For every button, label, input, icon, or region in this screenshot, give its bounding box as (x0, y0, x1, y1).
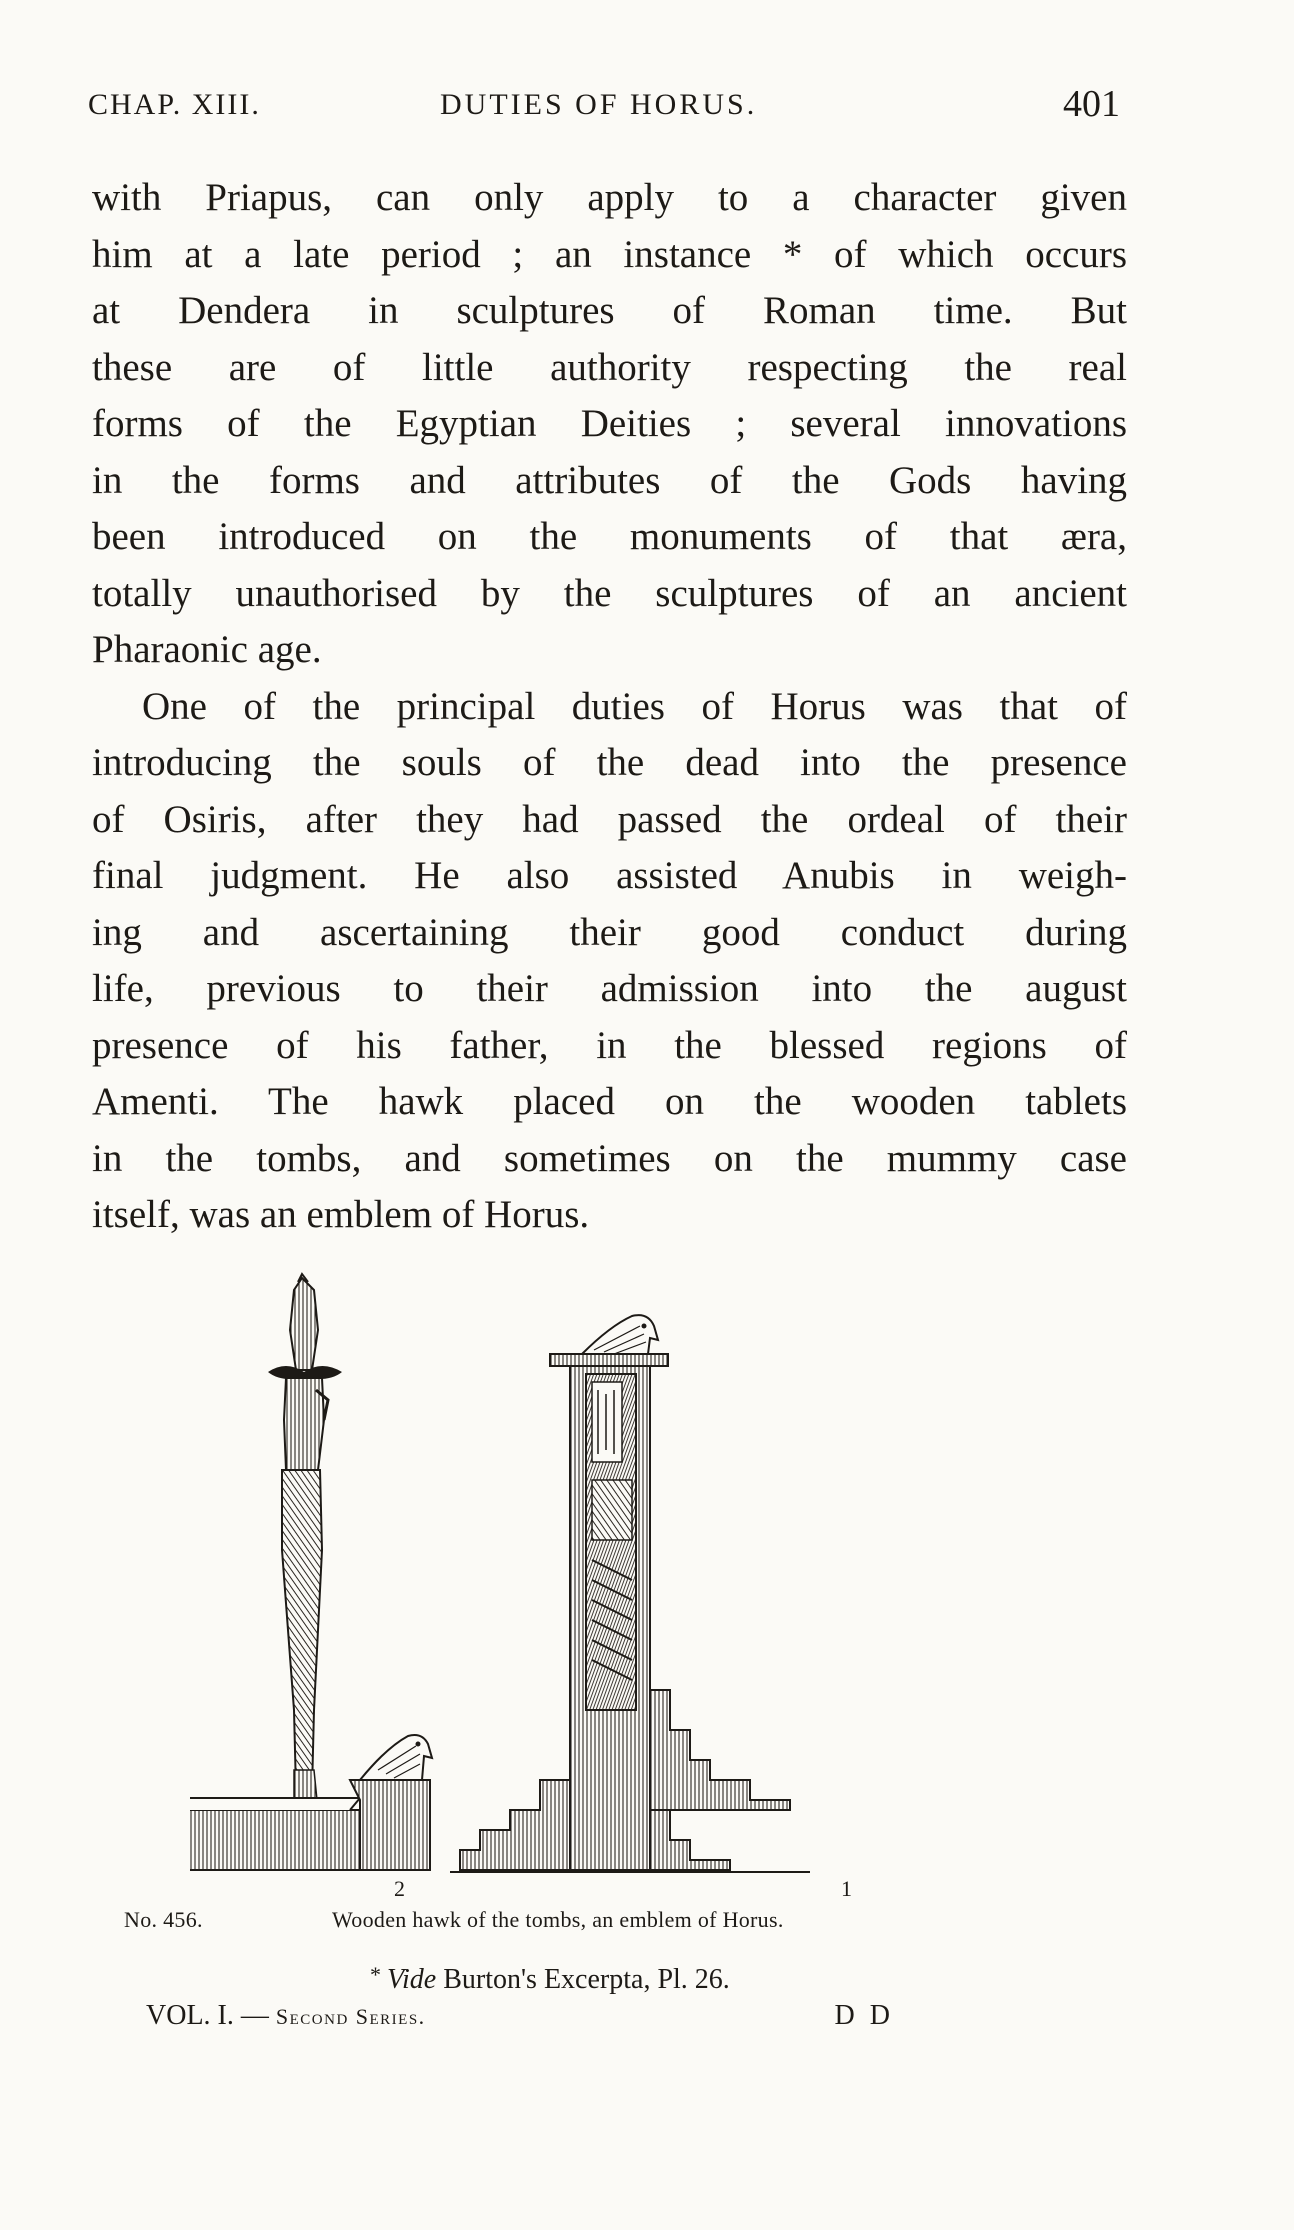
text-line: final judgment. He also assisted Anubis in weigh- (92, 854, 1127, 897)
hawk-stela-icon (450, 1315, 810, 1872)
series-text: Second Series. (275, 2004, 426, 2029)
text-line: been introduced on the monuments of that æra, (92, 515, 1127, 558)
text-line: presence of his father, in the blessed regions of (92, 1023, 1127, 1067)
figure-number: No. 456. (124, 1907, 203, 1932)
text-line: these are of little authority respecting the real (92, 345, 1127, 389)
text-line: life, previous to their admission into the august (92, 967, 1127, 1010)
text-line: with Priapus, can only apply to a character given (92, 176, 1127, 219)
running-title: DUTIES OF HORUS. (440, 88, 758, 121)
figure-label-1: 1 (841, 1876, 852, 1901)
caption-text: Wooden hawk of the tombs, an emblem of Horus. (332, 1907, 784, 1932)
volume-label (146, 2000, 426, 2032)
body-text (92, 170, 1127, 1244)
engraving-figure (190, 1270, 1090, 1880)
volume-text: VOL. I. — (146, 2000, 269, 2031)
text-line: Pharaonic age. (92, 628, 322, 671)
text-line: of Osiris, after they had passed the ordeal of their (92, 797, 1127, 841)
signature-line (146, 2000, 894, 2040)
text-line: totally unauthorised by the sculptures of an ancient (92, 571, 1127, 615)
running-head (88, 82, 1120, 132)
text-line: ing and ascertaining their good conduct during (92, 910, 1127, 954)
text-line: in the forms and attributes of the Gods having (92, 458, 1127, 502)
text-line: Amenti. The hawk placed on the wooden tablets (92, 1080, 1127, 1123)
text-line: at Dendera in sculptures of Roman time. But (92, 289, 1127, 332)
text-line: him at a late period ; an instance * of which occurs (92, 232, 1127, 276)
footnote (370, 1962, 730, 1996)
text-line: One of the principal duties of Horus was that of (142, 684, 1127, 728)
osiride-figure-icon (190, 1274, 432, 1870)
footnote-text: Burton's Excerpta, Pl. 26. (443, 1964, 730, 1995)
footnote-marker: * (370, 1962, 381, 1987)
text-line: in the tombs, and sometimes on the mummy case (92, 1136, 1127, 1180)
figure-label-2: 2 (394, 1876, 405, 1901)
signature-mark: D D (834, 2000, 894, 2031)
text-line: itself, was an emblem of Horus. (92, 1193, 590, 1236)
text-line: forms of the Egyptian Deities ; several innovations (92, 402, 1127, 445)
footnote-vide: Vide (387, 1964, 437, 1995)
page-number: 401 (1063, 83, 1120, 125)
chapter-label: CHAP. XIII. (88, 88, 261, 121)
text-line: introducing the souls of the dead into the presence (92, 741, 1127, 784)
